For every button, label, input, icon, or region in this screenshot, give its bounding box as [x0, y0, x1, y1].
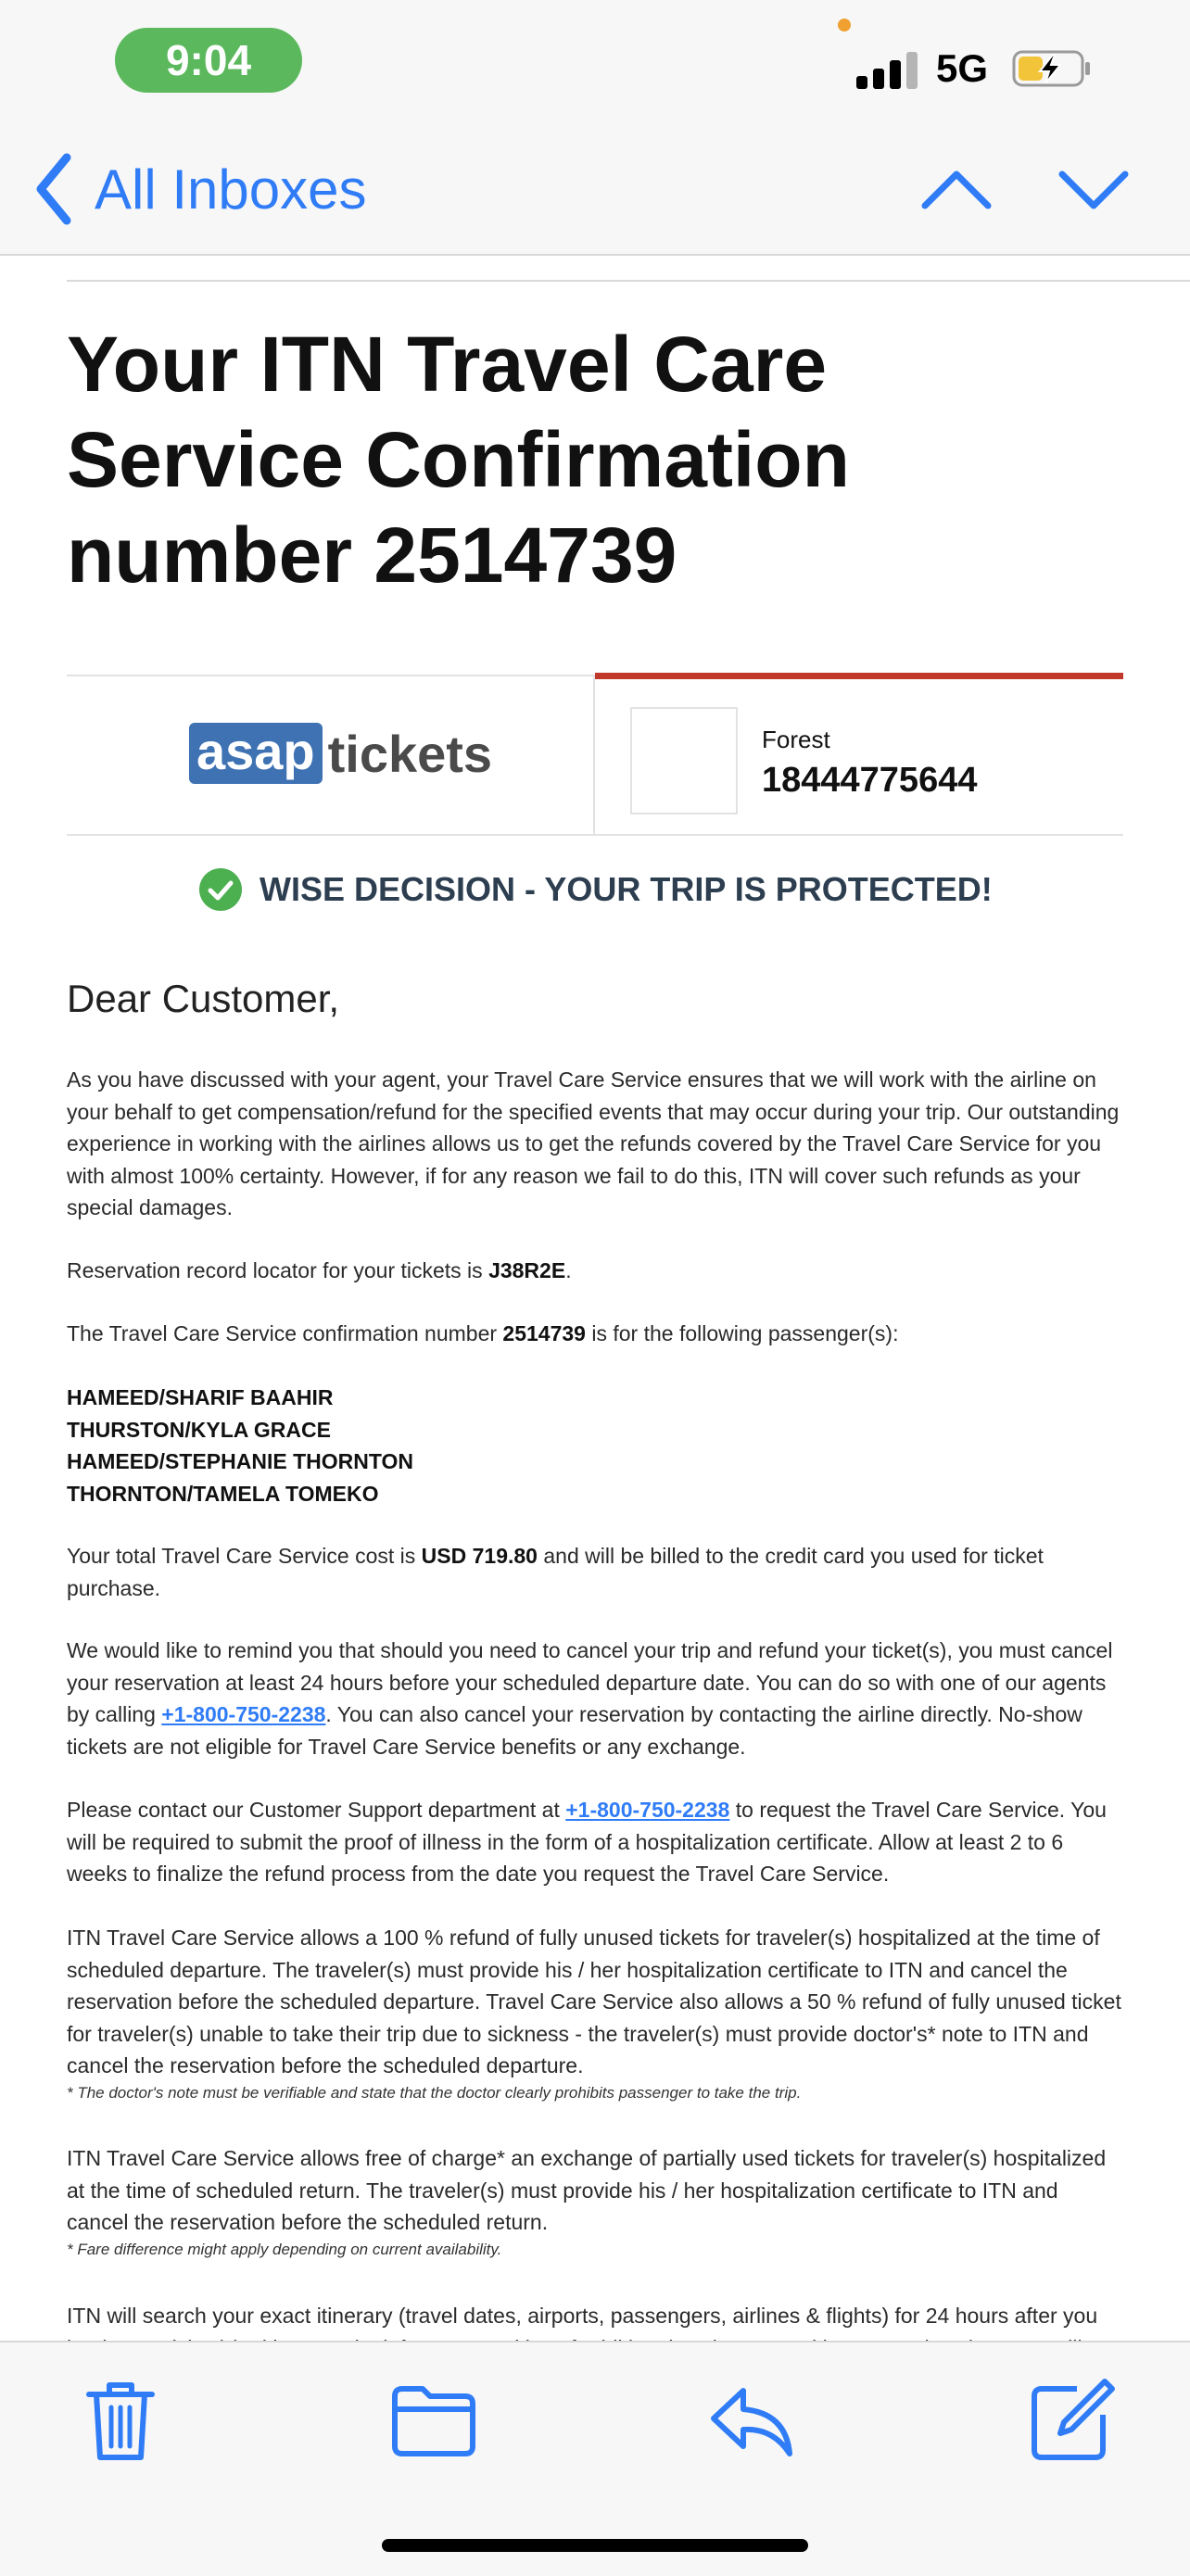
back-to-all-inboxes-button[interactable] — [33, 152, 367, 226]
exchange-text: ITN Travel Care Service allows free of charge* an exchange of partially used tickets for traveler(s) hospitalized at the time of scheduled return. The traveler(s) must provide his / her hospitalization certificate to ITN and cancel the reservation before the scheduled return. — [67, 2146, 1107, 2234]
contact-text-1: Please contact our Customer Support department at — [67, 1798, 566, 1822]
protected-banner — [198, 867, 993, 912]
locator-prefix: Reservation record locator for your tickets is — [67, 1258, 489, 1282]
passenger-list — [67, 1382, 1123, 1509]
cost-suffix: and will be billed to the credit card you used for ticket purchase. — [67, 1544, 1044, 1600]
logo-tickets: tickets — [327, 724, 493, 783]
nav-bar — [0, 130, 1190, 256]
exchange-footnote: * Fare difference might apply depending on current availability. — [67, 2240, 502, 2258]
confirmation-number: 2514739 — [502, 1321, 586, 1345]
trash-icon[interactable] — [76, 2376, 165, 2465]
agent-photo — [630, 707, 738, 814]
email-title: Your ITN Travel Care Service Confirmation number 2514739 — [67, 321, 850, 599]
paragraph-refund — [67, 1922, 1123, 2104]
agent-name: Forest — [762, 726, 830, 753]
agent-phone[interactable]: 18444775644 — [762, 761, 978, 800]
paragraph-search: ITN will search your exact itinerary (travel dates, airports, passengers, airlines & flights) for 24 hours after you — [67, 2304, 1098, 2328]
compose-icon[interactable] — [1027, 2376, 1116, 2465]
greeting: Dear Customer, — [67, 977, 340, 1020]
passenger-name: THORNTON/TAMELA TOMEKO — [67, 1481, 379, 1506]
status-bar — [0, 0, 1190, 130]
passenger-name: HAMEED/SHARIF BAAHIR — [67, 1385, 334, 1409]
protected-banner-text: WISE DECISION - YOUR TRIP IS PROTECTED! — [260, 870, 993, 908]
signal-icon — [856, 50, 919, 89]
paragraph-cost — [67, 1540, 1123, 1604]
paragraph-intro: As you have discussed with your agent, your Travel Care Service ensures that we will work with the airline on your behalf to get compensation/refund for the specified events that may occur during your trip. Our outstanding experience in working with the airlines allows us to get the refunds covered by the Travel Care Service for you with almost 100% certainty. However, if for any reason we fail to do this, ITN will cover such refunds as your special damages. — [67, 1067, 1120, 1219]
logo-cell — [67, 676, 595, 834]
refund-footnote: * The doctor's note must be verifiable and state that the doctor clearly prohibits passenger to take the trip. — [67, 2083, 802, 2102]
paragraph-locator — [67, 1255, 1123, 1287]
phone-link[interactable]: +1-800-750-2238 — [161, 1702, 326, 1726]
cost-amount: USD 719.80 — [421, 1544, 538, 1568]
email-body[interactable] — [0, 256, 1190, 2341]
check-circle-icon — [198, 867, 243, 912]
cancel-text-1: We would like to remind you that should you need to cancel your trip and refund your ticket(s), you must cancel your reservation at least 24 hours before your scheduled departure date. You can do so with one of our agents by calling — [67, 1638, 1113, 1726]
status-time: 9:04 — [115, 28, 302, 93]
phone-link[interactable]: +1-800-750-2238 — [565, 1798, 730, 1822]
network-type: 5G — [936, 46, 989, 90]
confirmation-suffix: is for the following passenger(s): — [585, 1321, 899, 1345]
passenger-name: HAMEED/STEPHANIE THORNTON — [67, 1449, 413, 1473]
privacy-indicator-dot — [838, 19, 851, 32]
refund-text: ITN Travel Care Service allows a 100 % refund of fully unused tickets for traveler(s) hospitalized at the time of scheduled departure. The traveler(s) must provide his / her hospitalization certificate to ITN and cancel the reservation before the scheduled departure. Travel Care Service also allows a 50 % refund of fully unused ticket for traveler(s) unable to take their trip due to sickness - the traveler(s) must provide doctor's* note to ITN and cancel the reservation before the scheduled departure. — [67, 1926, 1121, 2077]
locator-suffix: . — [565, 1258, 572, 1282]
chevron-down-icon[interactable] — [1057, 158, 1131, 222]
asaptickets-logo[interactable] — [189, 723, 492, 784]
email-header-box — [67, 675, 1123, 836]
contact-text-2: to request the Travel Care Service. You will be required to submit the proof of illness in the form of a hospitalization certificate. Allow at least 2 to 6 weeks to finalize the refund process from the date you request the Travel Care Service. — [67, 1798, 1107, 1886]
agent-cell — [595, 673, 1123, 840]
divider — [67, 280, 1190, 282]
folder-icon[interactable] — [389, 2376, 478, 2465]
chevron-left-icon — [33, 152, 74, 226]
confirmation-prefix: The Travel Care Service confirmation number — [67, 1321, 503, 1345]
cancel-text-2: . You can also cancel your reservation by contacting the airline directly. No-show tickets are not eligible for Travel Care Service benefits or any exchange. — [67, 1702, 1082, 1759]
locator-code: J38R2E — [488, 1258, 566, 1282]
paragraph-contact — [67, 1794, 1123, 1890]
battery-charging-icon — [1012, 50, 1092, 87]
passenger-name: THURSTON/KYLA GRACE — [67, 1417, 331, 1442]
chevron-up-icon[interactable] — [919, 158, 994, 222]
paragraph-confirmation — [67, 1318, 1123, 1350]
logo-asap: asap — [189, 723, 323, 784]
back-label: All Inboxes — [95, 158, 367, 221]
paragraph-exchange — [67, 2142, 1123, 2261]
paragraph-cancel — [67, 1635, 1123, 1762]
cost-prefix: Your total Travel Care Service cost is — [67, 1544, 422, 1568]
reply-icon[interactable] — [706, 2376, 795, 2465]
home-indicator[interactable] — [382, 2539, 808, 2552]
bottom-toolbar — [0, 2341, 1190, 2576]
